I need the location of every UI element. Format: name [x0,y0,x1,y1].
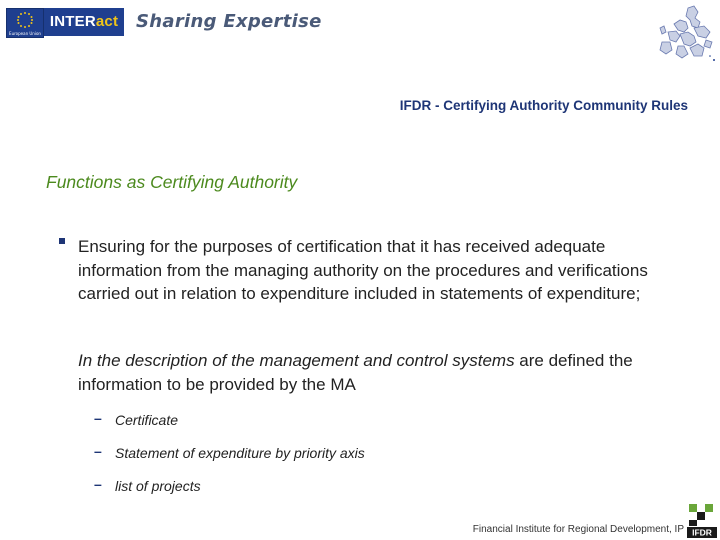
ifdr-logo-text: IFDR [692,527,712,538]
list-item-label: Statement of expenditure by priority axis [115,445,365,461]
list-item-label: list of projects [115,478,201,494]
tagline: Sharing Expertise [136,11,322,32]
list-item-label: Certificate [115,412,179,428]
dash-marker: – [94,410,102,426]
bullet-marker-icon [59,238,65,244]
description-paragraph [78,349,678,396]
section-heading: Functions as Certifying Authority [46,172,298,192]
description-rest: are defined the information to be provided by the MA [78,351,633,394]
interact-logo-part: INTER [49,13,96,30]
eu-flag-logo [6,8,44,38]
ifdr-logo [687,502,717,538]
main-bullet-text: Ensuring for the purposes of certification that it has received adequate information from the managing authority on the procedures and verifications carried out in relation to expenditure included in statements of expenditure; [78,237,648,303]
eu-map-icon [654,4,718,64]
eu-caption: European Union [9,31,41,36]
dash-marker: – [94,443,102,459]
description-italic: In the description of the management and control systems [78,351,515,370]
interact-logo-accent: act [95,13,119,30]
document-subtitle: IFDR - Certifying Authority Community Rules [399,98,688,113]
eu-stars-icon [7,9,43,31]
page-header [0,0,720,70]
interact-logo [44,8,124,36]
footer-text: Financial Institute for Regional Development, IP [472,524,684,535]
dash-marker: – [94,476,102,492]
